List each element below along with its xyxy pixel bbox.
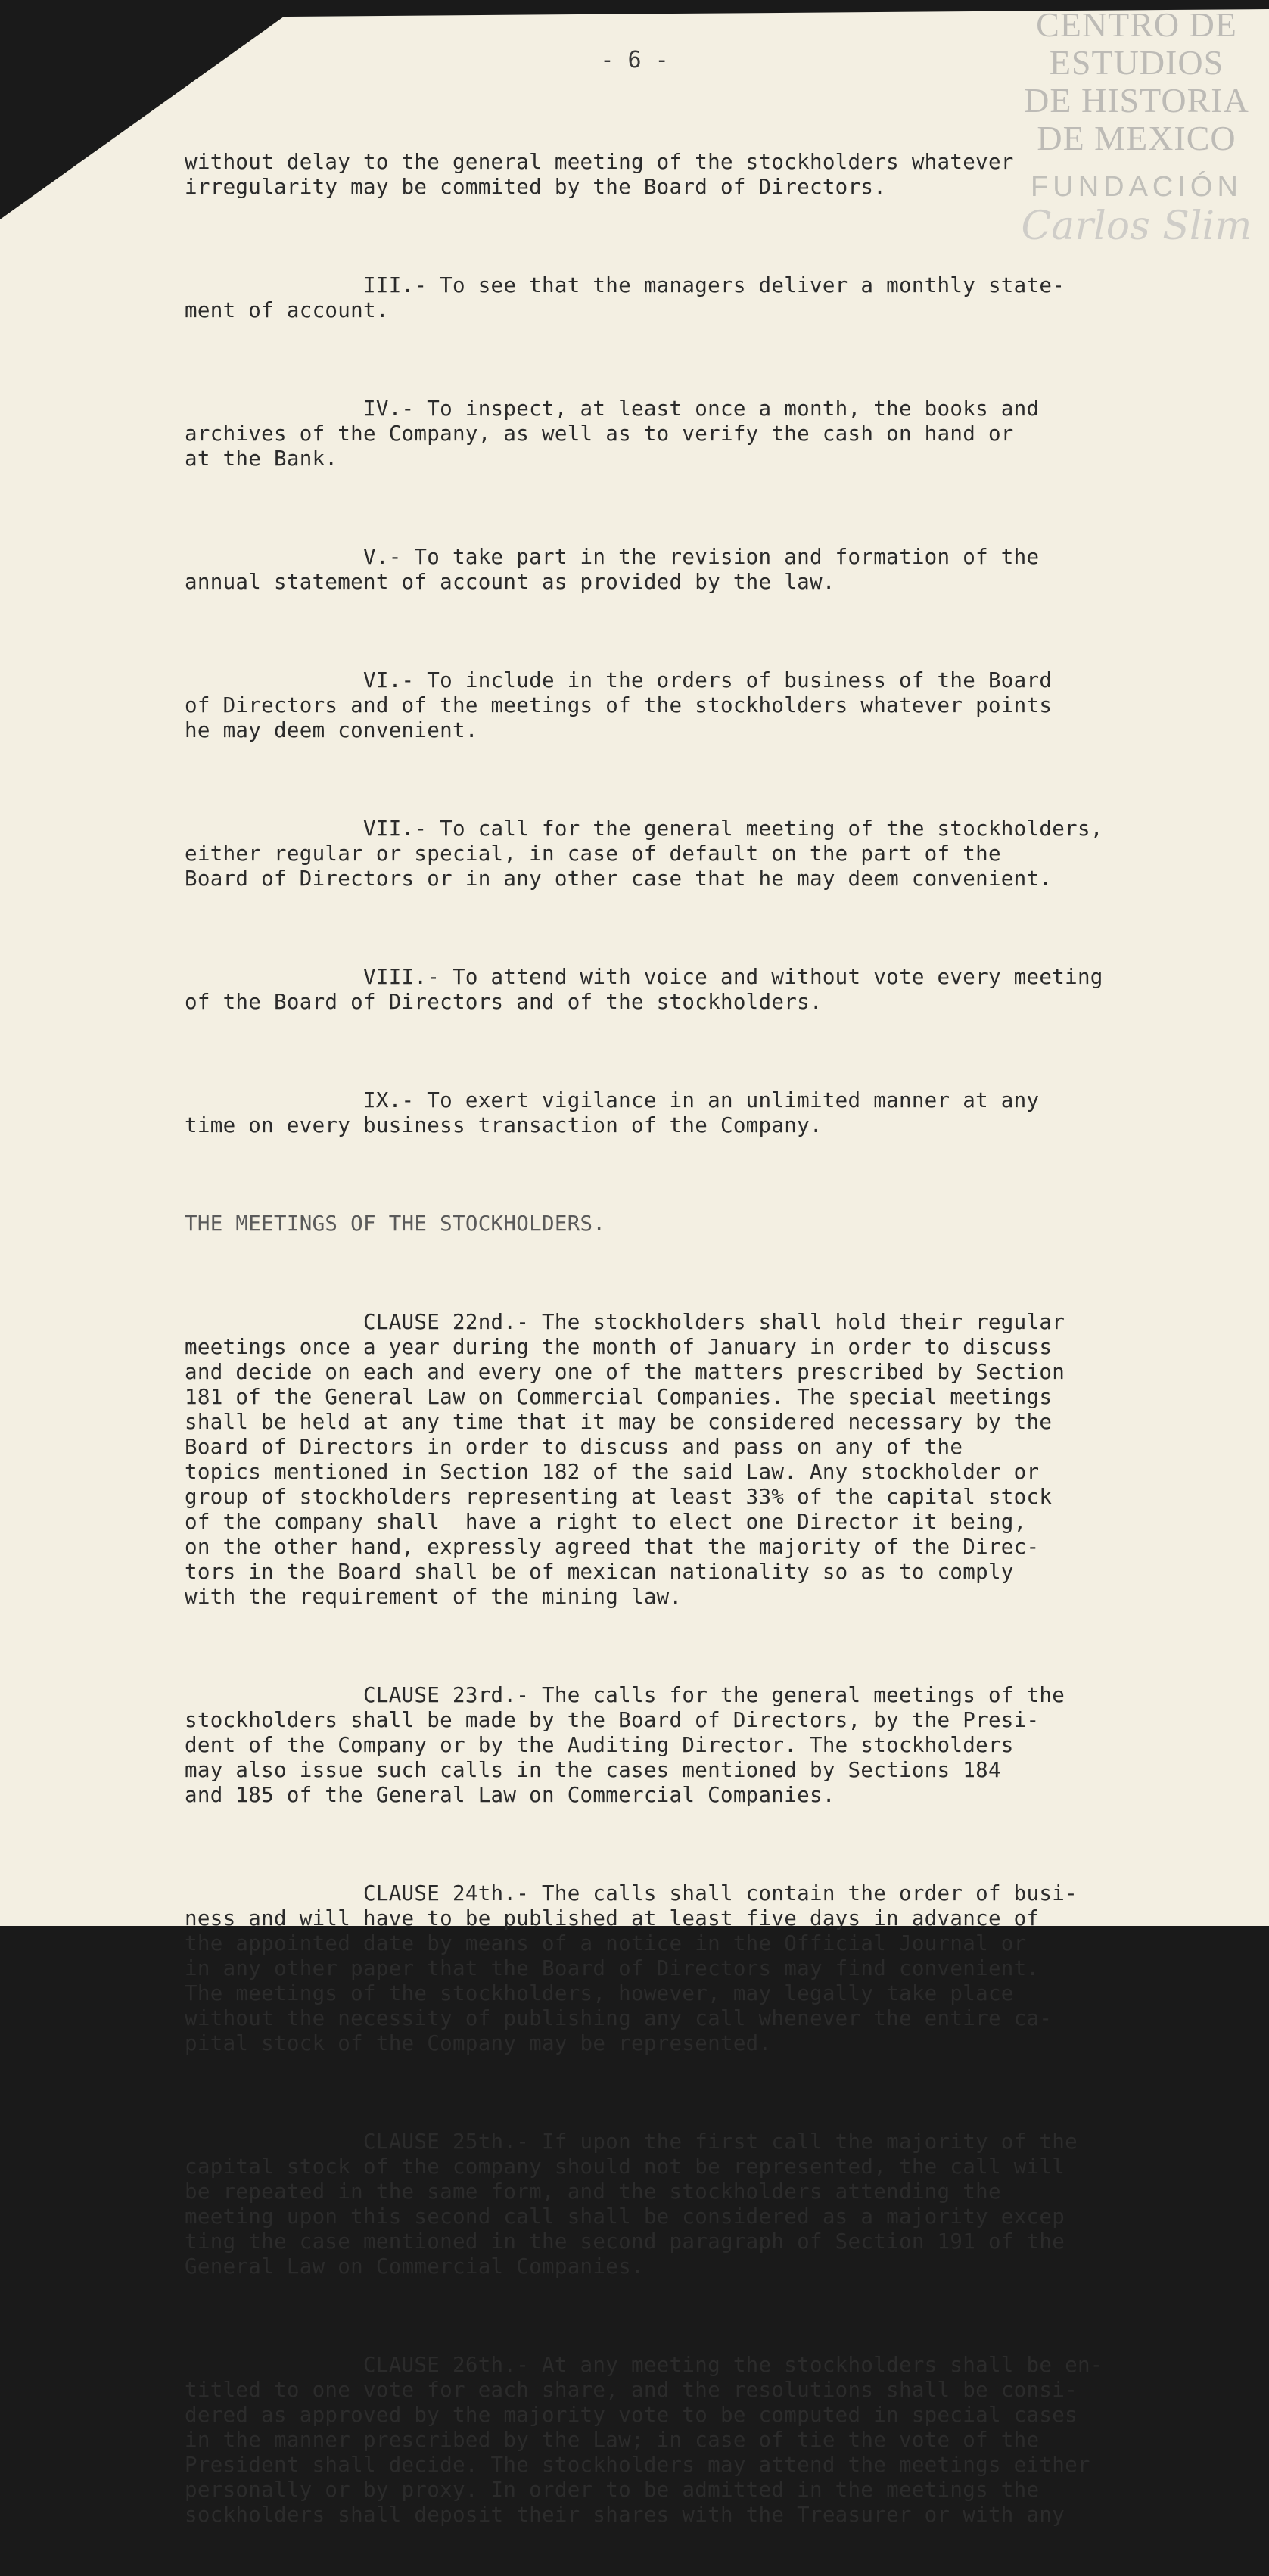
watermark-line-1: CENTRO DE [1036,5,1237,44]
item-vii: VII.- To call for the general meeting of the stockholders, either regular or special, in case of default on the part of the Board of Directors or in any other case that he may deem convenient. [185,817,1103,891]
watermark-line-2: ESTUDIOS [1049,43,1224,82]
section-heading: THE MEETINGS OF THE STOCKHOLDERS. [185,1212,606,1236]
watermark-line-4: DE MEXICO [1037,119,1236,157]
watermark-foundation: FUNDACIÓN [1031,171,1243,203]
clause-22: CLAUSE 22nd.- The stockholders shall hold their regular meetings once a year during the month of January in order to discuss and decide on each and every one of the matters prescribed by Section 181 of the General Law on Commercial Companies. The special meetings shall be held at any time that it may be considered necessary by the Board of Directors in order to discuss and pass on any of the topics mentioned in Section 182 of the said Law. Any stockholder or group of stockholders representing at least 33% of the capital stock of the company shall have a right to elect one Director it being, on the other hand, expressly agreed that the majority of the Direc- tors in the Board shall be of mexican nationality so as to comply with the requirement of the mining law. [185,1310,1065,1609]
clause-26: CLAUSE 26th.- At any meeting the stockholders shall be en- titled to one vote for each share, and the resolutions shall be consi- dered as approved by the majority vote to be computed in special cases in the manner prescribed by the Law; in case of tie the vote of the President shall decide. The stockholders may attend the meetings either personally or by proxy. In order to be admitted in the meetings the sockholders shall deposit their shares with the Treasurer or with any [185,2353,1103,2527]
item-viii: VIII.- To attend with voice and without vote every meeting of the Board of Directors and of the stockholders. [185,965,1103,1014]
item-iv: IV.- To inspect, at least once a month, the books and archives of the Company, as well as to verify the cash on hand or at the Bank. [185,397,1040,471]
watermark-line-3: DE HISTORIA [1024,81,1249,120]
watermark-signature: Carlos Slim [1021,204,1252,249]
page-number: - 6 - [600,47,669,73]
item-v: V.- To take part in the revision and formation of the annual statement of account as provided by the law. [185,545,1040,594]
paragraph-continuation: without delay to the general meeting of the stockholders whatever irregularity may be commited by the Board of Directors. [185,150,1014,199]
document-body [185,100,1229,2576]
clause-25: CLAUSE 25th.- If upon the first call the majority of the capital stock of the company should not be represented, the call will be repeated in the same form, and the stockholders attending the meeting upon this second call shall be considered as a majority excep ting the case mentioned in the second paragraph of Section 191 of the General Law on Commercial Companies. [185,2130,1078,2279]
item-iii: III.- To see that the managers deliver a monthly state- ment of account. [185,273,1065,322]
clause-24: CLAUSE 24th.- The calls shall contain the order of busi- ness and will have to be published at least five days in advance of the appointed date by means of a notice in the Official Journal or in any other paper that the Board of Directors may find convenient. The meetings of the stockholders, however, may legally take place without the necessity of publishing any call whenever the entire ca- pital stock of the Company may be represented. [185,1881,1078,2055]
clause-23: CLAUSE 23rd.- The calls for the general meetings of the stockholders shall be made by the Board of Directors, by the Presi- dent of the Company or by the Auditing Director. The stockholders may also issue such calls in the cases mentioned by Sections 184 and 185 of the General Law on Commercial Companies. [185,1683,1065,1807]
item-vi: VI.- To include in the orders of business of the Board of Directors and of the meetings of the stockholders whatever points he may deem convenient. [185,668,1053,742]
item-ix: IX.- To exert vigilance in an unlimited manner at any time on every business transaction of the Company. [185,1088,1040,1137]
